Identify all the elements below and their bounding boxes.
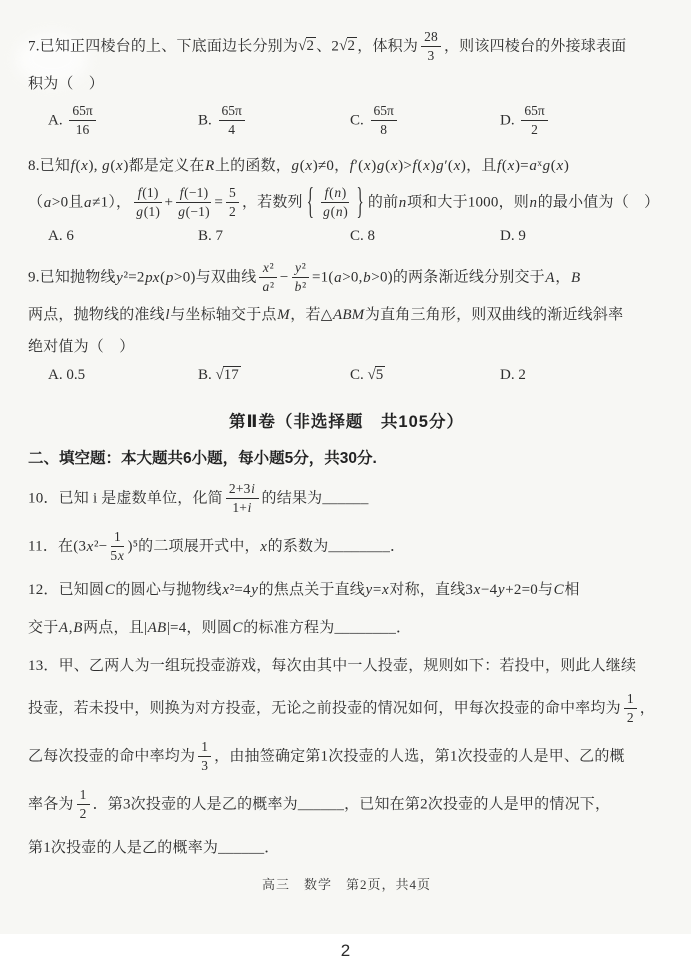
question-13-line-4: 率各为 $\frac{1}{2}$ ．第3次投壶的人是乙的概率为______，已知在第2次投壶的人是甲的情况下， bbox=[28, 787, 611, 821]
option-b: B. √17 bbox=[198, 367, 239, 384]
section-2-title: 第Ⅱ卷（非选择题 共105分） bbox=[229, 413, 464, 432]
question-13-line-2: 投壶，若未投中，则换为对方投壶，无论之前投壶的情况如何，甲每次投壶的命中率均为 $\frac{1}{2}$ ， bbox=[28, 691, 655, 725]
question-7-line-2: 积为（ ） bbox=[28, 76, 105, 93]
question-9 bbox=[28, 261, 665, 384]
page-footer: 高三 数学 第2页，共4页 bbox=[261, 877, 431, 893]
question-13 bbox=[28, 654, 665, 860]
question-9-line-3: 绝对值为（ ） bbox=[28, 339, 135, 356]
question-8-options bbox=[28, 228, 665, 245]
option-b: B. $\frac{65\pi}{4}$ bbox=[198, 104, 350, 138]
option-a: A. $\frac{65\pi}{16}$ bbox=[48, 104, 198, 138]
question-8-line-2: （a>0且a≠1）， $\frac{f(1)}{g(1)}$ + $\frac{f(-1)}{g(-1)}$ = $\frac{5}{2}$ ，若数列 { $\frac{f(n)}{g(n)}$ } 的前n项和大于1000，则n的最小值为（ ） bbox=[28, 183, 660, 224]
question-10-line-1: 10．已知 i 是虚数单位，化简 $\frac{2+3i}{1+i}$ 的结果为______ bbox=[28, 481, 369, 515]
option-a: A. 0.5 bbox=[48, 367, 86, 384]
option-c: C. 8 bbox=[350, 228, 376, 245]
question-8-line-1: 8.已知f(x), g(x)都是定义在R上的函数，g(x)≠0，f′(x)g(x)>f(x)g′(x)，且f(x)=aˣg(x) bbox=[28, 158, 570, 175]
question-12-line-1: 12．已知圆C的圆心与抛物线x²=4y的焦点关于直线y=x对称，直线3x−4y+2=0与C相 bbox=[28, 582, 580, 599]
option-a: A. 6 bbox=[48, 228, 74, 245]
question-9-line-1: 9.已知抛物线y²=2px(p>0)与双曲线 $\frac{\text{x²}}{\text{a²}}$ − $\frac{\text{y²}}{\text{b²}}$ =1(a>0,b>0)的两条渐近线分别交于A，B bbox=[28, 260, 581, 294]
question-13-line-1: 13．甲、乙两人为一组玩投壶游戏，每次由其中一人投壶，规则如下：若投中，则此人继续 bbox=[28, 658, 637, 675]
fill-in-instruction: 二、填空题：本大题共6小题，每小题5分，共30分. bbox=[28, 450, 377, 468]
question-7-line-1: 7.已知正四棱台的上、下底面边长分别为√2 、2√2 ，体积为 $\frac{28}{3}$ ，则该四棱台的外接球表面 bbox=[28, 29, 627, 63]
question-13-line-5: 第1次投壶的人是乙的概率为______． bbox=[28, 840, 280, 857]
option-d: D. 2 bbox=[500, 367, 526, 384]
question-7 bbox=[28, 30, 665, 138]
option-c: C. $\frac{65\pi}{8}$ bbox=[350, 104, 500, 138]
option-d: D. $\frac{65\pi}{2}$ bbox=[500, 104, 665, 138]
question-9-line-2: 两点，抛物线的准线l与坐标轴交于点M，若△ABM为直角三角形，则双曲线的渐近线斜率 bbox=[28, 307, 624, 324]
option-c: C. √5 bbox=[350, 367, 384, 384]
page-number-strip bbox=[0, 934, 691, 978]
question-8 bbox=[28, 154, 665, 245]
question-11-line-1: 11．在(3x²− $\frac{1}{5x}$ )⁵的二项展开式中，x的系数为________． bbox=[28, 529, 406, 563]
question-11 bbox=[28, 530, 665, 564]
question-12-line-2: 交于A,B两点，且|AB|=4，则圆C的标准方程为________． bbox=[28, 620, 412, 637]
question-9-options bbox=[28, 367, 665, 384]
page-number: 2 bbox=[340, 941, 351, 960]
option-b: B. 7 bbox=[198, 228, 224, 245]
question-7-options bbox=[28, 104, 665, 138]
option-d: D. 9 bbox=[500, 228, 526, 245]
question-12 bbox=[28, 578, 665, 640]
question-13-line-3: 乙每次投壶的命中率均为 $\frac{1}{3}$ ，由抽签确定第1次投壶的人选，第1次投壶的人是甲、乙的概 bbox=[28, 739, 625, 773]
question-10 bbox=[28, 482, 665, 516]
